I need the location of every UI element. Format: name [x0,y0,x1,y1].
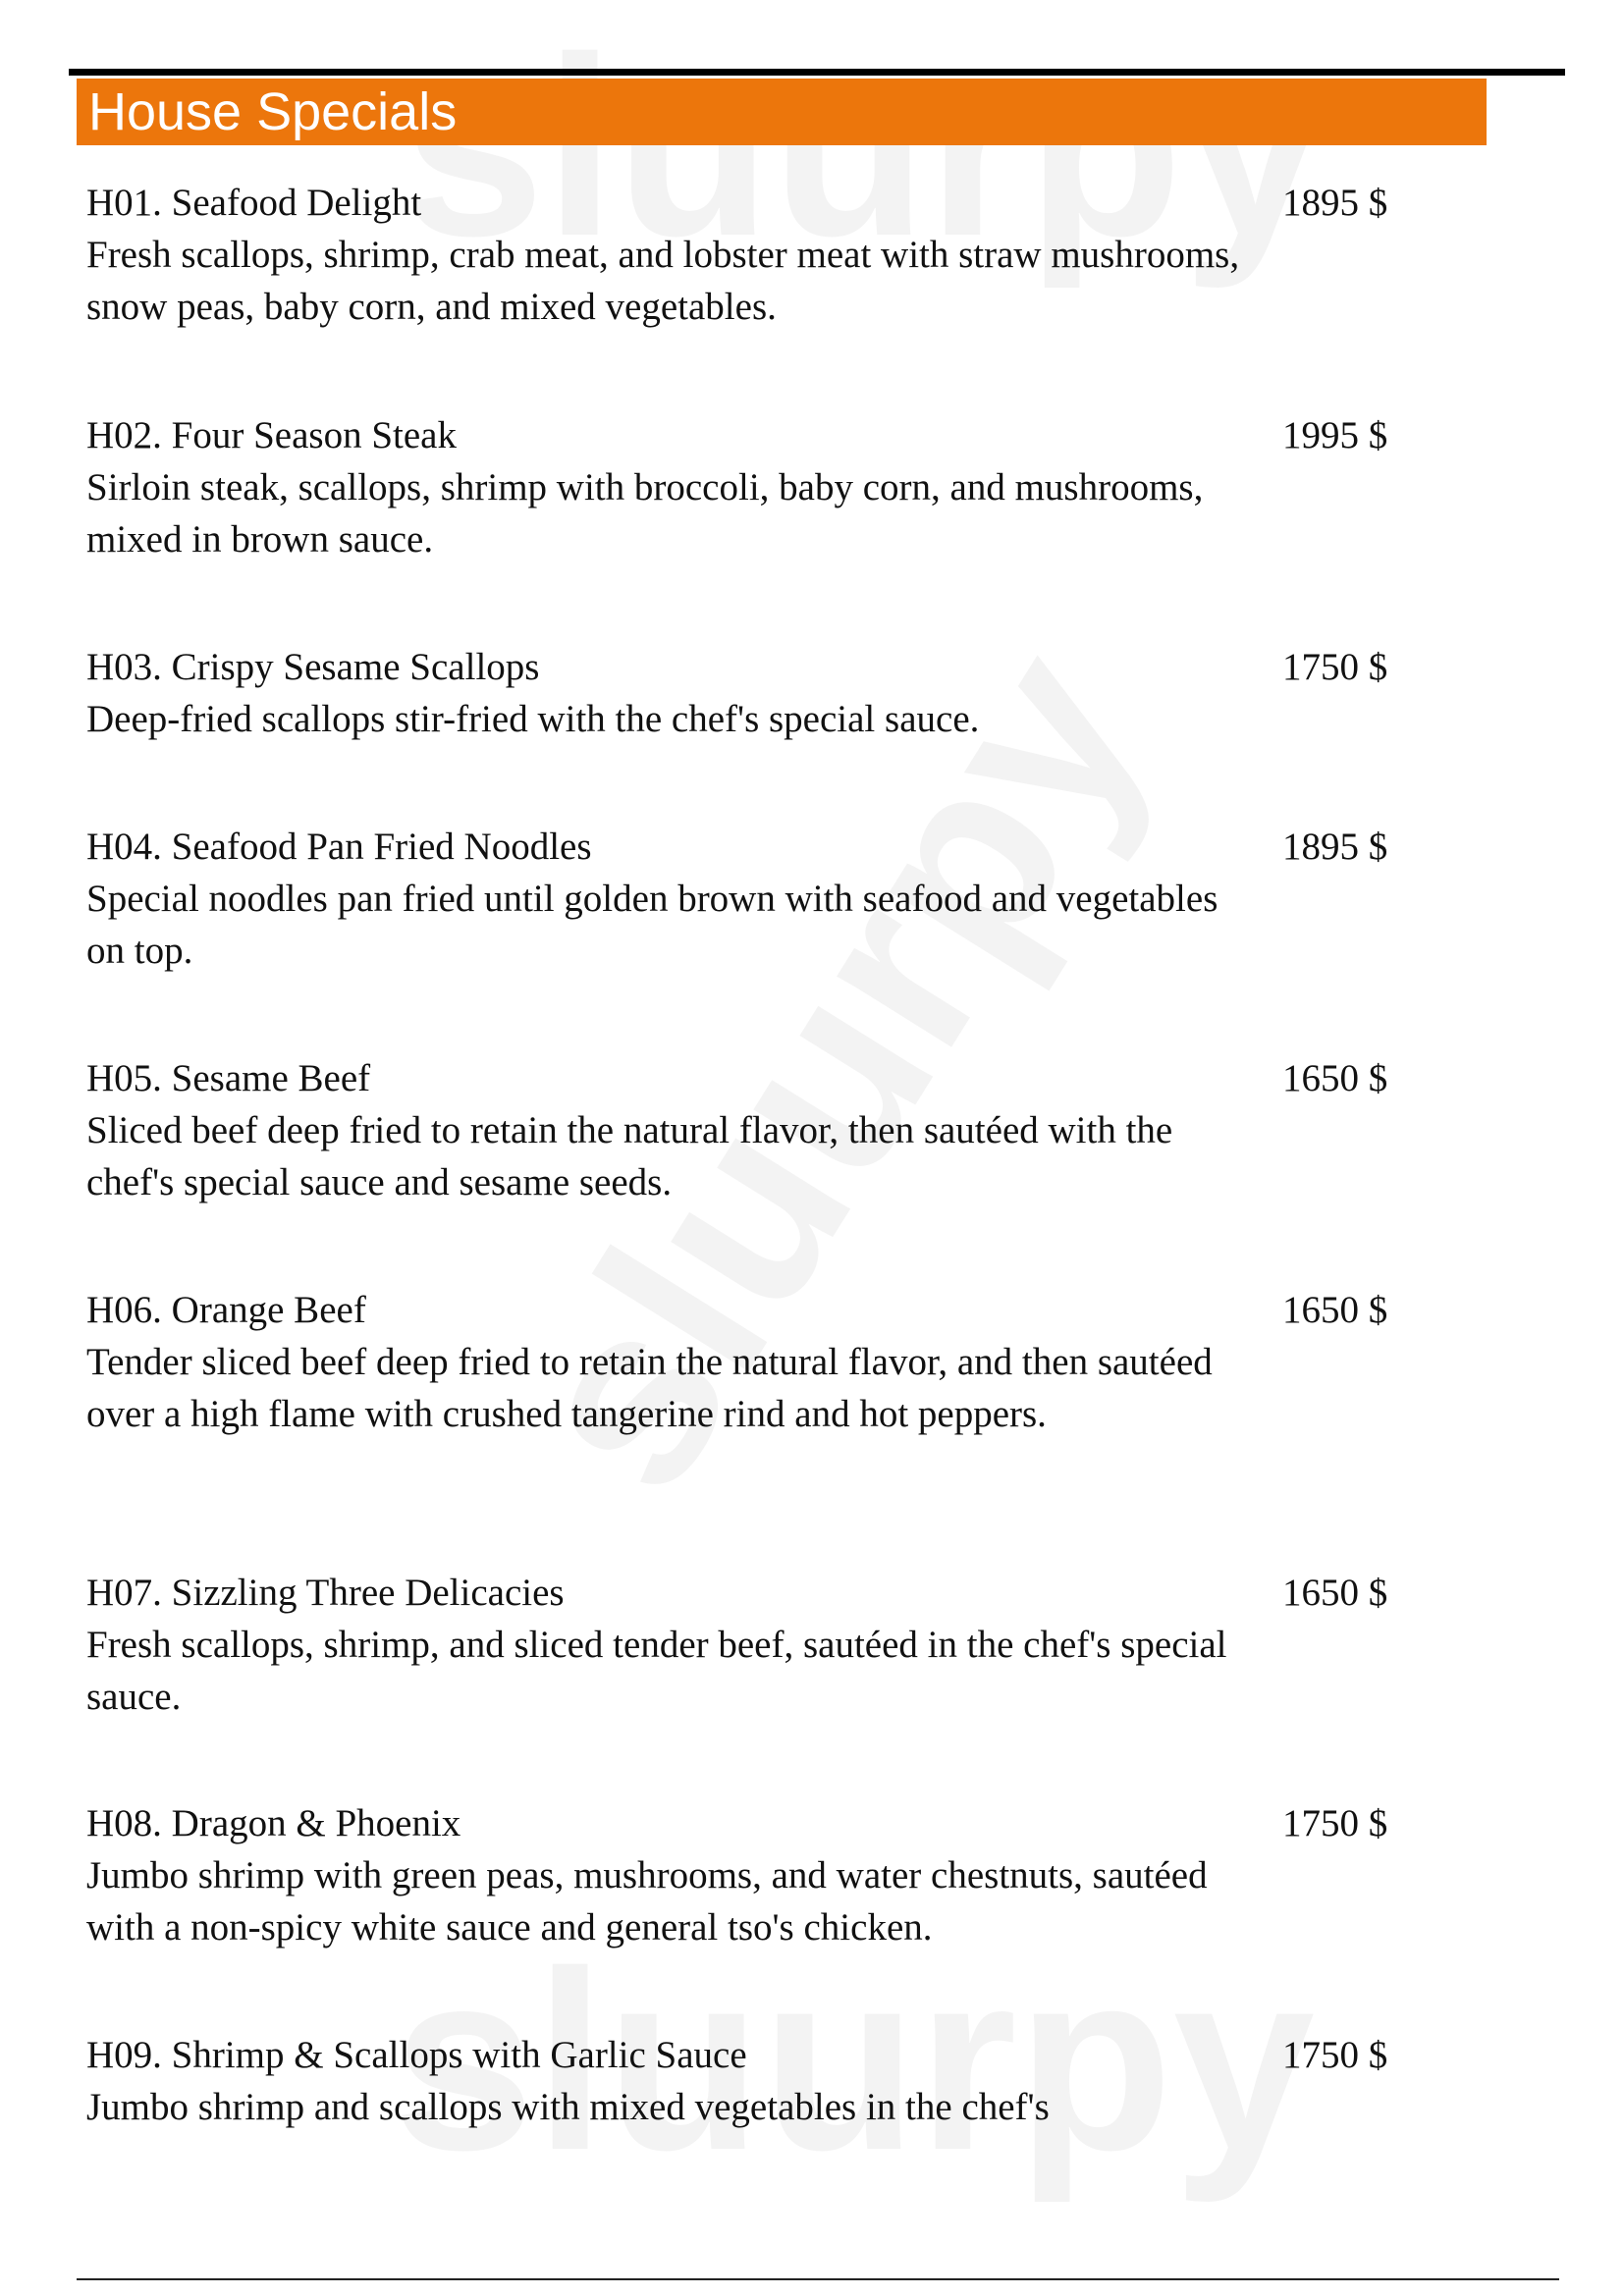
section-title: House Specials [88,82,458,141]
item-name: H03. Crispy Sesame Scallops [86,646,540,688]
item-price: 1650 $ [1282,1057,1388,1099]
item-name: H05. Sesame Beef [86,1057,371,1099]
item-description: Sliced beef deep fried to retain the natural flavor, then sautéed with the chef's special sauce and sesame seeds. [86,1109,1173,1203]
item-name: H01. Seafood Delight [86,182,422,224]
item-price: 1650 $ [1282,1289,1388,1331]
item-description: Sirloin steak, scallops, shrimp with broccoli, baby corn, and mushrooms, mixed in brown sauce. [86,466,1204,561]
item-name: H08. Dragon & Phoenix [86,1802,461,1844]
item-name: H04. Seafood Pan Fried Noodles [86,826,592,868]
menu-item [86,1567,1412,1723]
item-description: Tender sliced beef deep fried to retain the natural flavor, and then sautéed over a high flame with crushed tangerine rind and hot peppers. [86,1341,1213,1435]
menu-item [86,821,1412,977]
item-price: 1750 $ [1282,1802,1388,1844]
menu-item [86,2029,1412,2133]
menu-item [86,1052,1412,1208]
menu-item [86,409,1412,565]
item-description: Jumbo shrimp and scallops with mixed vegetables in the chef's [86,2086,1050,2128]
item-description: Fresh scallops, shrimp, and sliced tender beef, sautéed in the chef's special sauce. [86,1624,1227,1718]
item-name: H02. Four Season Steak [86,414,457,456]
item-price: 1895 $ [1282,182,1388,224]
top-divider [69,69,1565,76]
item-description: Special noodles pan fried until golden brown with seafood and vegetables on top. [86,878,1218,972]
item-name: H06. Orange Beef [86,1289,366,1331]
menu-item [86,641,1412,745]
item-price: 1750 $ [1282,2034,1388,2076]
item-description: Jumbo shrimp with green peas, mushrooms, and water chestnuts, sautéed with a non-spicy white sauce and general tso's chicken. [86,1854,1208,1949]
item-price: 1995 $ [1282,414,1388,456]
bottom-divider [77,2278,1559,2280]
item-price: 1895 $ [1282,826,1388,868]
item-name: H09. Shrimp & Scallops with Garlic Sauce [86,2034,747,2076]
item-description: Fresh scallops, shrimp, crab meat, and lobster meat with straw mushrooms, snow peas, baby corn, and mixed vegetables. [86,234,1240,328]
item-price: 1650 $ [1282,1572,1388,1614]
item-name: H07. Sizzling Three Delicacies [86,1572,565,1614]
item-price: 1750 $ [1282,646,1388,688]
menu-item [86,1797,1412,1953]
item-description: Deep-fried scallops stir-fried with the chef's special sauce. [86,698,980,740]
menu-item [86,1284,1412,1440]
menu-item [86,177,1412,333]
section-header [77,79,1487,145]
